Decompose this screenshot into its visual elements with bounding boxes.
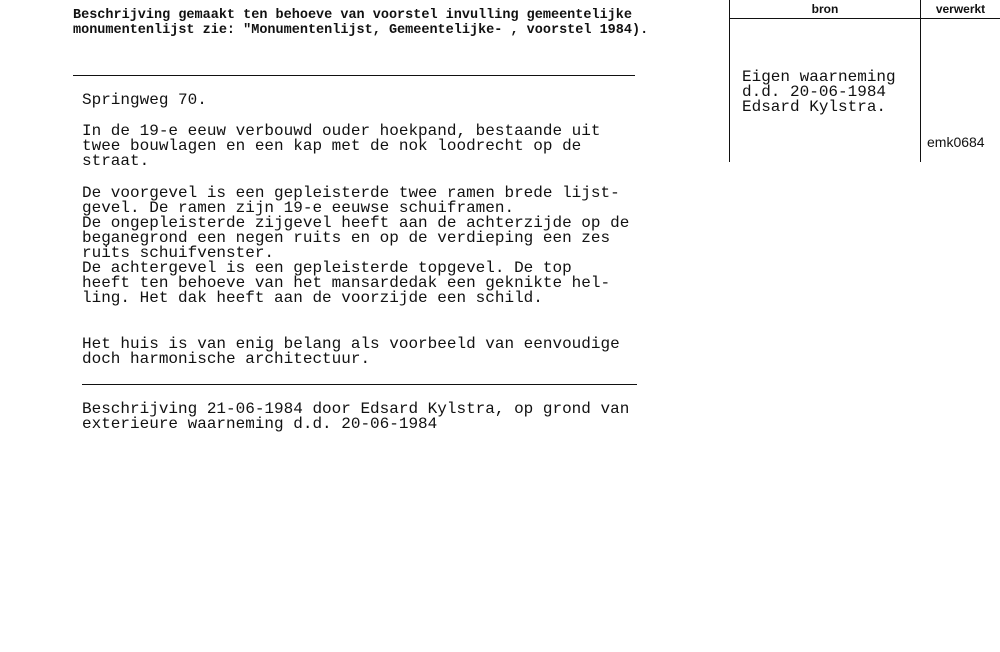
footer-note: Beschrijving 21-06-1984 door Edsard Kylstra, op grond van exterieure waarneming d.d. 20-06-1984 — [82, 400, 630, 433]
header-line-2: monumentenlijst zie: "Monumentenlijst, Gemeentelijke- , voorstel 1984). — [73, 23, 649, 38]
bron-header: bron — [730, 0, 920, 19]
bron-column-border — [729, 0, 730, 162]
paragraph-1: In de 19-e eeuw verbouwd ouder hoekpand, bestaande uit twee bouwlagen en een kap met de nok loodrecht op de straat. — [82, 122, 601, 170]
header-line-1: Beschrijving gemaakt ten behoeve van voorstel invulling gemeentelijke — [73, 8, 632, 23]
bottom-divider — [82, 384, 637, 385]
verwerkt-column-border — [920, 0, 921, 162]
verwerkt-header: verwerkt — [921, 0, 1000, 19]
address: Springweg 70. — [82, 91, 207, 109]
document-header — [73, 8, 653, 38]
paragraph-2: De voorgevel is een gepleisterde twee ramen brede lijst- gevel. De ramen zijn 19-e eeuwse schuiframen. De ongepleisterde zijgevel heeft aan de achterzijde op de beganegrond een negen ruits en op de verdieping een zes ruits schuifvenster. De achtergevel is een gepleisterde topgevel. De top heeft ten behoeve van het mansardedak een geknikte hel- ling. Het dak heeft aan de voorzijde een schild. — [82, 184, 630, 307]
verwerkt-code: emk0684 — [927, 134, 985, 150]
top-divider — [73, 75, 635, 76]
bron-text: Eigen waarneming d.d. 20-06-1984 Edsard Kylstra. — [742, 68, 896, 116]
paragraph-3: Het huis is van enig belang als voorbeeld van eenvoudige doch harmonische architectuur. — [82, 335, 620, 368]
